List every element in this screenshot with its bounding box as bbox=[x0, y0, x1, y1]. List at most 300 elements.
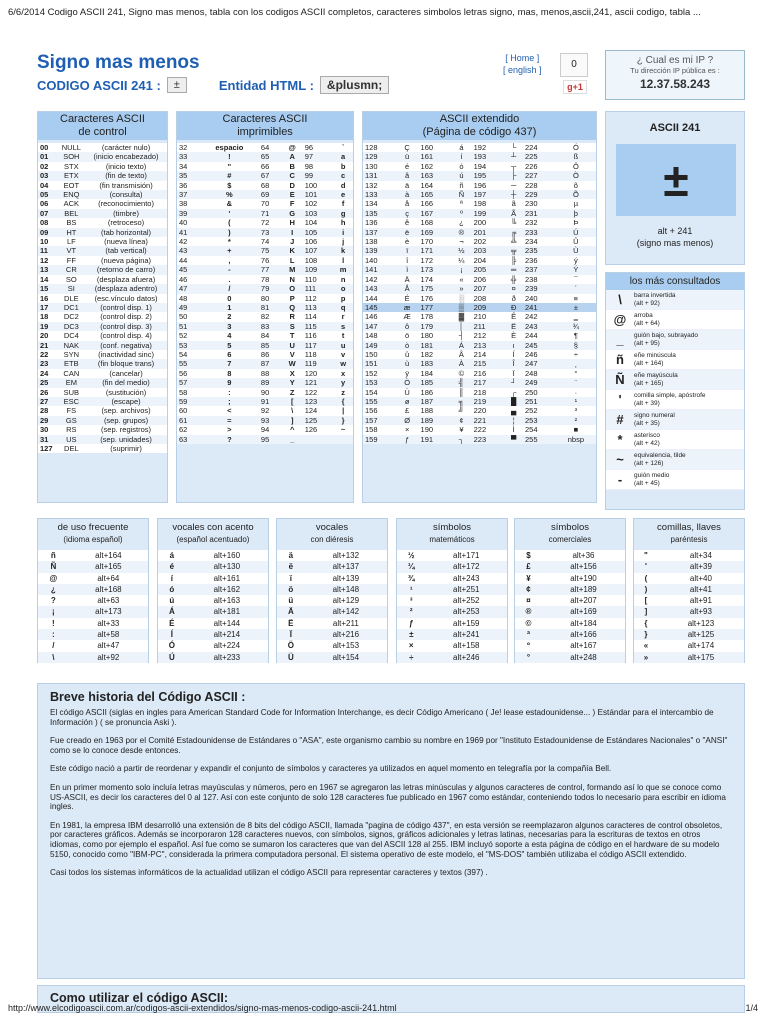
table-cell: 50 bbox=[177, 312, 200, 321]
char-symbol: _ bbox=[616, 332, 624, 347]
table-cell: alt+36 bbox=[542, 550, 625, 561]
table-cell: 102 bbox=[303, 199, 334, 208]
table-cell: alt+190 bbox=[542, 573, 625, 584]
table-cell: 37 bbox=[177, 190, 200, 199]
table-cell: 72 bbox=[259, 218, 282, 227]
table-row bbox=[515, 550, 625, 561]
table-cell: Ü bbox=[396, 388, 419, 397]
table-cell: j bbox=[333, 237, 353, 246]
table-row bbox=[397, 606, 507, 617]
table-cell: á bbox=[158, 550, 186, 561]
table-cell: 24 bbox=[38, 369, 58, 378]
table-cell: - bbox=[200, 265, 259, 274]
history-paragraph: En 1981, la empresa IBM desarrolló una extensión de 8 bits del código ASCII, llamada "pagina de código 437", en esta versión se reemplazaron algunos caracteres de control obsoletos, por caracteres gráficos. Además se incorporaron 128 caracteres nuevos, con símbolos, signos, gráficos adicionales y letras latinas, necesarias para la escrituras de textos en otros idiomas, como por ejemplo el español. Así fue como se sumaron los caracteres que van del ASCII 128 al 255. IBM incluyó soporte a esta página de código en el hardware de su modelo 5150, conocido como "IBM-PC", considerada la primera computadora personal. El sistema operativo de este modelo, el "MS-DOS" también utilizaba el código ASCII extendido. bbox=[50, 820, 723, 859]
table-cell: 199 bbox=[472, 209, 505, 218]
extended-title1: ASCII extendido bbox=[439, 113, 520, 125]
list-item[interactable] bbox=[606, 430, 744, 450]
char-desc bbox=[634, 392, 706, 407]
table-row bbox=[177, 312, 353, 321]
table-cell: ú bbox=[451, 171, 471, 180]
home-link[interactable]: [ Home ] bbox=[505, 53, 540, 63]
table-row bbox=[158, 629, 268, 640]
ip-question[interactable]: ¿ Cual es mi IP ? bbox=[636, 55, 714, 66]
table-cell: alt+165 bbox=[69, 561, 148, 572]
table-row bbox=[158, 640, 268, 651]
extended-table bbox=[363, 143, 596, 444]
history-panel bbox=[37, 683, 745, 979]
table-cell: L bbox=[282, 256, 303, 265]
table-row bbox=[177, 435, 353, 444]
table-row bbox=[634, 550, 744, 561]
table-cell: ª bbox=[515, 629, 542, 640]
table-row bbox=[363, 406, 596, 415]
table-row bbox=[38, 350, 167, 359]
table-cell: 123 bbox=[303, 397, 334, 406]
table-cell: ├ bbox=[504, 171, 523, 180]
list-item[interactable] bbox=[606, 330, 744, 350]
big-title: ASCII 241 bbox=[649, 122, 701, 134]
table-cell: r bbox=[333, 312, 353, 321]
table-cell: Ý bbox=[556, 265, 596, 274]
table-cell: (tab vertical) bbox=[85, 246, 167, 255]
table-cell: ¹ bbox=[556, 397, 596, 406]
table-cell: RS bbox=[58, 425, 86, 434]
char-name: barra invertida bbox=[634, 292, 676, 299]
table-cell: 87 bbox=[259, 359, 282, 368]
table-cell: 240 bbox=[523, 294, 556, 303]
table-cell: 181 bbox=[419, 341, 452, 350]
table-cell: S bbox=[282, 322, 303, 331]
char-alt: (alt + 164) bbox=[634, 359, 664, 367]
table-cell: g bbox=[333, 209, 353, 218]
table-cell: 55 bbox=[177, 359, 200, 368]
table-cell: õ bbox=[556, 181, 596, 190]
table-cell: Ì bbox=[504, 425, 523, 434]
table-row bbox=[515, 584, 625, 595]
table-cell: 227 bbox=[523, 171, 556, 180]
table-cell: ƒ bbox=[396, 435, 419, 444]
table-cell: & bbox=[200, 199, 259, 208]
table-cell: ! bbox=[200, 152, 259, 161]
table-cell: § bbox=[556, 341, 596, 350]
table-cell: 08 bbox=[38, 218, 58, 227]
table-cell: 189 bbox=[419, 416, 452, 425]
list-item[interactable] bbox=[606, 370, 744, 390]
control-title2: de control bbox=[78, 126, 127, 138]
table-cell: É bbox=[396, 294, 419, 303]
table-cell: alt+64 bbox=[69, 573, 148, 584]
table-cell: ACK bbox=[58, 199, 86, 208]
table-cell: 107 bbox=[303, 246, 334, 255]
table-cell: alt+207 bbox=[542, 595, 625, 606]
table-cell: ¥ bbox=[515, 573, 542, 584]
table-cell: ö bbox=[277, 584, 305, 595]
table-row bbox=[363, 294, 596, 303]
table-cell: 233 bbox=[523, 228, 556, 237]
table-cell bbox=[333, 435, 353, 444]
big-desc: (signo mas menos) bbox=[636, 238, 714, 248]
table-cell: (control disp. 1) bbox=[85, 303, 167, 312]
table-cell: þ bbox=[556, 209, 596, 218]
list-item[interactable] bbox=[606, 390, 744, 410]
table-cell: 202 bbox=[472, 237, 505, 246]
table-cell: 154 bbox=[363, 388, 396, 397]
table-row bbox=[277, 550, 387, 561]
table-cell: STX bbox=[58, 162, 86, 171]
table-cell: ± bbox=[556, 303, 596, 312]
table-cell: (sep. registros) bbox=[85, 425, 167, 434]
table-cell: 210 bbox=[472, 312, 505, 321]
table-cell: Í bbox=[504, 350, 523, 359]
table-cell: alt+93 bbox=[658, 606, 744, 617]
table-cell: 54 bbox=[177, 350, 200, 359]
table-cell: ó bbox=[158, 584, 186, 595]
table-cell: 183 bbox=[419, 359, 452, 368]
table-cell: ä bbox=[396, 181, 419, 190]
table-cell: ¾ bbox=[556, 322, 596, 331]
print-footer-url: http://www.elcodigoascii.com.ar/codigos-ascii-extendidos/signo-mas-menos-codigo-ascii-241.html bbox=[8, 1003, 397, 1013]
table-cell: 112 bbox=[303, 294, 334, 303]
list-item[interactable] bbox=[606, 450, 744, 470]
table-cell: 16 bbox=[38, 294, 58, 303]
table-row bbox=[38, 275, 167, 284]
table-cell: 232 bbox=[523, 218, 556, 227]
table-cell: 45 bbox=[177, 265, 200, 274]
table-cell: M bbox=[282, 265, 303, 274]
table-cell: Ö bbox=[396, 378, 419, 387]
table-cell: ¨ bbox=[556, 378, 596, 387]
char-alt: (alt + 39) bbox=[634, 399, 660, 407]
table-cell: (cancelar) bbox=[85, 369, 167, 378]
char-name: eñe mayúscula bbox=[634, 372, 678, 379]
table-cell: R bbox=[282, 312, 303, 321]
table-cell: I bbox=[282, 228, 303, 237]
table-cell: (inicio encabezado) bbox=[85, 152, 167, 161]
table-cell: alt+253 bbox=[426, 606, 507, 617]
table-cell: 138 bbox=[363, 237, 396, 246]
table-cell: VT bbox=[58, 246, 86, 255]
table-cell: 238 bbox=[523, 275, 556, 284]
table-cell: ┘ bbox=[504, 378, 523, 387]
group-title1: vocales bbox=[315, 522, 349, 533]
table-row bbox=[38, 444, 167, 453]
table-cell: v bbox=[333, 350, 353, 359]
table-cell: ö bbox=[396, 331, 419, 340]
table-row bbox=[38, 312, 167, 321]
table-cell: ┌ bbox=[504, 388, 523, 397]
gplus-button[interactable]: g+1 bbox=[563, 80, 587, 94]
table-cell: 255 bbox=[523, 435, 556, 444]
table-cell: ¤ bbox=[504, 284, 523, 293]
printable-panel bbox=[176, 111, 354, 503]
table-cell: 0 bbox=[200, 294, 259, 303]
table-cell: 114 bbox=[303, 312, 334, 321]
table-cell: 211 bbox=[472, 322, 505, 331]
char-alt: (alt + 35) bbox=[634, 419, 660, 427]
table-row bbox=[177, 322, 353, 331]
table-row bbox=[158, 652, 268, 663]
table-cell: 120 bbox=[303, 369, 334, 378]
table-row bbox=[177, 256, 353, 265]
table-cell: 226 bbox=[523, 162, 556, 171]
table-cell: 41 bbox=[177, 228, 200, 237]
table-row bbox=[177, 237, 353, 246]
table-cell: 61 bbox=[177, 416, 200, 425]
table-cell: ý bbox=[556, 256, 596, 265]
table-cell: Û bbox=[556, 237, 596, 246]
table-cell: 195 bbox=[472, 171, 505, 180]
table-cell: 150 bbox=[363, 350, 396, 359]
table-cell: 203 bbox=[472, 246, 505, 255]
table-cell: ╔ bbox=[504, 228, 523, 237]
table-cell: á bbox=[451, 143, 471, 152]
table-cell: 29 bbox=[38, 416, 58, 425]
table-cell: 9 bbox=[200, 378, 259, 387]
table-row bbox=[158, 606, 268, 617]
char-name: asterisco bbox=[634, 432, 661, 439]
table-row bbox=[38, 303, 167, 312]
table-row bbox=[177, 265, 353, 274]
table-cell: 95 bbox=[259, 435, 282, 444]
table-cell: Ù bbox=[556, 246, 596, 255]
table-cell: 49 bbox=[177, 303, 200, 312]
print-footer-page: 1/4 bbox=[745, 1003, 758, 1013]
table-cell: i bbox=[333, 228, 353, 237]
table-row bbox=[38, 397, 167, 406]
table-cell: 113 bbox=[303, 303, 334, 312]
table-cell: ■ bbox=[556, 425, 596, 434]
table-cell: 188 bbox=[419, 406, 452, 415]
table-row bbox=[397, 618, 507, 629]
table-cell: 253 bbox=[523, 416, 556, 425]
table-cell: 178 bbox=[419, 312, 452, 321]
table-cell: 231 bbox=[523, 209, 556, 218]
char-alt: (alt + 45) bbox=[634, 479, 660, 487]
table-row bbox=[177, 425, 353, 434]
table-cell: 77 bbox=[259, 265, 282, 274]
table-cell: 33 bbox=[177, 152, 200, 161]
table-cell: alt+123 bbox=[658, 618, 744, 629]
table-row bbox=[277, 584, 387, 595]
table-row bbox=[363, 275, 596, 284]
table-row bbox=[515, 595, 625, 606]
table-cell: " bbox=[200, 162, 259, 171]
table-row bbox=[38, 618, 148, 629]
table-cell: ¼ bbox=[451, 256, 471, 265]
english-link[interactable]: [ english ] bbox=[503, 65, 542, 75]
table-cell: 59 bbox=[177, 397, 200, 406]
table-cell: ╠ bbox=[504, 256, 523, 265]
table-cell: 101 bbox=[303, 190, 334, 199]
group-table bbox=[277, 550, 387, 663]
table-row bbox=[38, 199, 167, 208]
table-cell: 207 bbox=[472, 284, 505, 293]
table-cell: Ë bbox=[504, 322, 523, 331]
table-cell: (esc.vínculo datos) bbox=[85, 294, 167, 303]
table-cell: alt+63 bbox=[69, 595, 148, 606]
table-cell: 26 bbox=[38, 388, 58, 397]
table-cell: 146 bbox=[363, 312, 396, 321]
table-row bbox=[397, 584, 507, 595]
table-cell: alt+158 bbox=[426, 640, 507, 651]
table-cell: EOT bbox=[58, 181, 86, 190]
table-cell: DLE bbox=[58, 294, 86, 303]
table-cell: ï bbox=[396, 246, 419, 255]
list-item[interactable] bbox=[606, 290, 744, 310]
char-symbol: @ bbox=[613, 312, 627, 327]
table-cell: alt+248 bbox=[542, 652, 625, 663]
table-cell: (desplaza afuera) bbox=[85, 275, 167, 284]
table-cell: W bbox=[282, 359, 303, 368]
table-cell: o bbox=[333, 284, 353, 293]
table-cell: Ð bbox=[504, 303, 523, 312]
table-cell: ä bbox=[277, 550, 305, 561]
table-cell: 13 bbox=[38, 265, 58, 274]
table-cell: û bbox=[396, 350, 419, 359]
table-cell: Ö bbox=[277, 640, 305, 651]
table-cell: 186 bbox=[419, 388, 452, 397]
table-cell: Ô bbox=[556, 162, 596, 171]
table-cell: ° bbox=[515, 652, 542, 663]
ascii-241-box bbox=[605, 111, 745, 265]
list-item[interactable] bbox=[606, 350, 744, 370]
table-cell: ³ bbox=[556, 406, 596, 415]
table-cell: (fin transmisión) bbox=[85, 181, 167, 190]
table-cell: k bbox=[333, 246, 353, 255]
table-cell: 00 bbox=[38, 143, 58, 152]
table-cell: 217 bbox=[472, 378, 505, 387]
table-cell: 242 bbox=[523, 312, 556, 321]
table-cell: alt+39 bbox=[658, 561, 744, 572]
table-cell: ╚ bbox=[504, 218, 523, 227]
list-item[interactable] bbox=[606, 310, 744, 330]
table-cell: 196 bbox=[472, 181, 505, 190]
table-cell: 177 bbox=[419, 303, 452, 312]
table-cell: 44 bbox=[177, 256, 200, 265]
table-cell: 159 bbox=[363, 435, 396, 444]
group-title2: paréntesis bbox=[670, 535, 708, 544]
table-cell: | bbox=[333, 406, 353, 415]
table-cell: # bbox=[200, 171, 259, 180]
table-cell: 209 bbox=[472, 303, 505, 312]
list-item[interactable] bbox=[606, 470, 744, 490]
table-cell: Y bbox=[282, 378, 303, 387]
table-cell: , bbox=[200, 256, 259, 265]
table-cell: 02 bbox=[38, 162, 58, 171]
code-symbol-box: ± bbox=[167, 77, 187, 93]
group-panel bbox=[396, 518, 508, 663]
table-cell: 70 bbox=[259, 199, 282, 208]
table-cell: £ bbox=[396, 406, 419, 415]
table-cell: 06 bbox=[38, 199, 58, 208]
group-header bbox=[634, 519, 744, 547]
table-row bbox=[363, 246, 596, 255]
table-row bbox=[38, 550, 148, 561]
table-cell: 40 bbox=[177, 218, 200, 227]
table-cell: US bbox=[58, 435, 86, 444]
char-alt: (alt + 126) bbox=[634, 459, 664, 467]
table-cell: alt+241 bbox=[426, 629, 507, 640]
table-cell: ▀ bbox=[504, 435, 523, 444]
table-cell: 83 bbox=[259, 322, 282, 331]
table-row bbox=[363, 435, 596, 444]
table-cell: 74 bbox=[259, 237, 282, 246]
table-cell: N bbox=[282, 275, 303, 284]
group-table bbox=[397, 550, 507, 663]
table-cell: alt+33 bbox=[69, 618, 148, 629]
table-cell: d bbox=[333, 181, 353, 190]
table-cell: alt+159 bbox=[426, 618, 507, 629]
table-cell: p bbox=[333, 294, 353, 303]
table-row bbox=[177, 406, 353, 415]
table-cell: 191 bbox=[419, 435, 452, 444]
entity-value-box: &plusmn; bbox=[320, 76, 389, 94]
table-row bbox=[177, 303, 353, 312]
print-header: 6/6/2014 Codigo ASCII 241, Signo mas menos, tabla con los codigos ASCII completos, caracteres simbolos letras signo, mas, menos,ascii,241, ascii codigo, tabla ... bbox=[8, 7, 701, 18]
table-cell: G bbox=[282, 209, 303, 218]
table-cell: 152 bbox=[363, 369, 396, 378]
table-cell: (sep. grupos) bbox=[85, 416, 167, 425]
table-cell: ! bbox=[38, 618, 69, 629]
table-row bbox=[38, 573, 148, 584]
table-cell: \ bbox=[38, 652, 69, 663]
table-row bbox=[38, 606, 148, 617]
table-row bbox=[177, 181, 353, 190]
group-title2: comerciales bbox=[548, 535, 592, 544]
table-cell: alt+92 bbox=[69, 652, 148, 663]
table-cell: SI bbox=[58, 284, 86, 293]
table-cell: 94 bbox=[259, 425, 282, 434]
table-cell: 169 bbox=[419, 228, 452, 237]
table-cell: alt+139 bbox=[305, 573, 387, 584]
table-cell: ¢ bbox=[515, 584, 542, 595]
table-cell: £ bbox=[515, 561, 542, 572]
table-row bbox=[177, 350, 353, 359]
table-cell: º bbox=[451, 209, 471, 218]
table-row bbox=[363, 237, 596, 246]
table-cell: alt+214 bbox=[186, 629, 268, 640]
table-cell: ü bbox=[396, 152, 419, 161]
table-cell: ╗ bbox=[451, 397, 471, 406]
table-cell: ETX bbox=[58, 171, 86, 180]
table-cell: (fin del medio) bbox=[85, 378, 167, 387]
lang-links bbox=[503, 52, 542, 76]
table-cell: ƒ bbox=[397, 618, 426, 629]
table-cell: SO bbox=[58, 275, 86, 284]
table-cell: U bbox=[282, 341, 303, 350]
table-cell: 38 bbox=[177, 199, 200, 208]
table-cell: ┐ bbox=[451, 435, 471, 444]
table-cell: 180 bbox=[419, 331, 452, 340]
list-item[interactable] bbox=[606, 410, 744, 430]
history-paragraph: Fue creado en 1963 por el Comité Estadounidense de Estándares o "ASA", este organismo cambio su nombre en 1969 por "Instituto Estadounidense de Estándares Nacionales" o "ANSI" como se lo conoce desde entonces. bbox=[50, 736, 728, 755]
table-row bbox=[634, 629, 744, 640]
big-symbol: ± bbox=[616, 144, 736, 216]
table-cell: 71 bbox=[259, 209, 282, 218]
table-cell: alt+251 bbox=[426, 584, 507, 595]
table-cell: 76 bbox=[259, 256, 282, 265]
group-table bbox=[515, 550, 625, 663]
table-cell: 34 bbox=[177, 162, 200, 171]
char-alt: (alt + 42) bbox=[634, 439, 660, 447]
table-cell: 42 bbox=[177, 237, 200, 246]
table-cell: 200 bbox=[472, 218, 505, 227]
char-symbol: - bbox=[617, 472, 623, 487]
table-cell: ø bbox=[396, 397, 419, 406]
table-cell: ´ bbox=[556, 284, 596, 293]
table-cell: 23 bbox=[38, 359, 58, 368]
table-cell: alt+172 bbox=[426, 561, 507, 572]
